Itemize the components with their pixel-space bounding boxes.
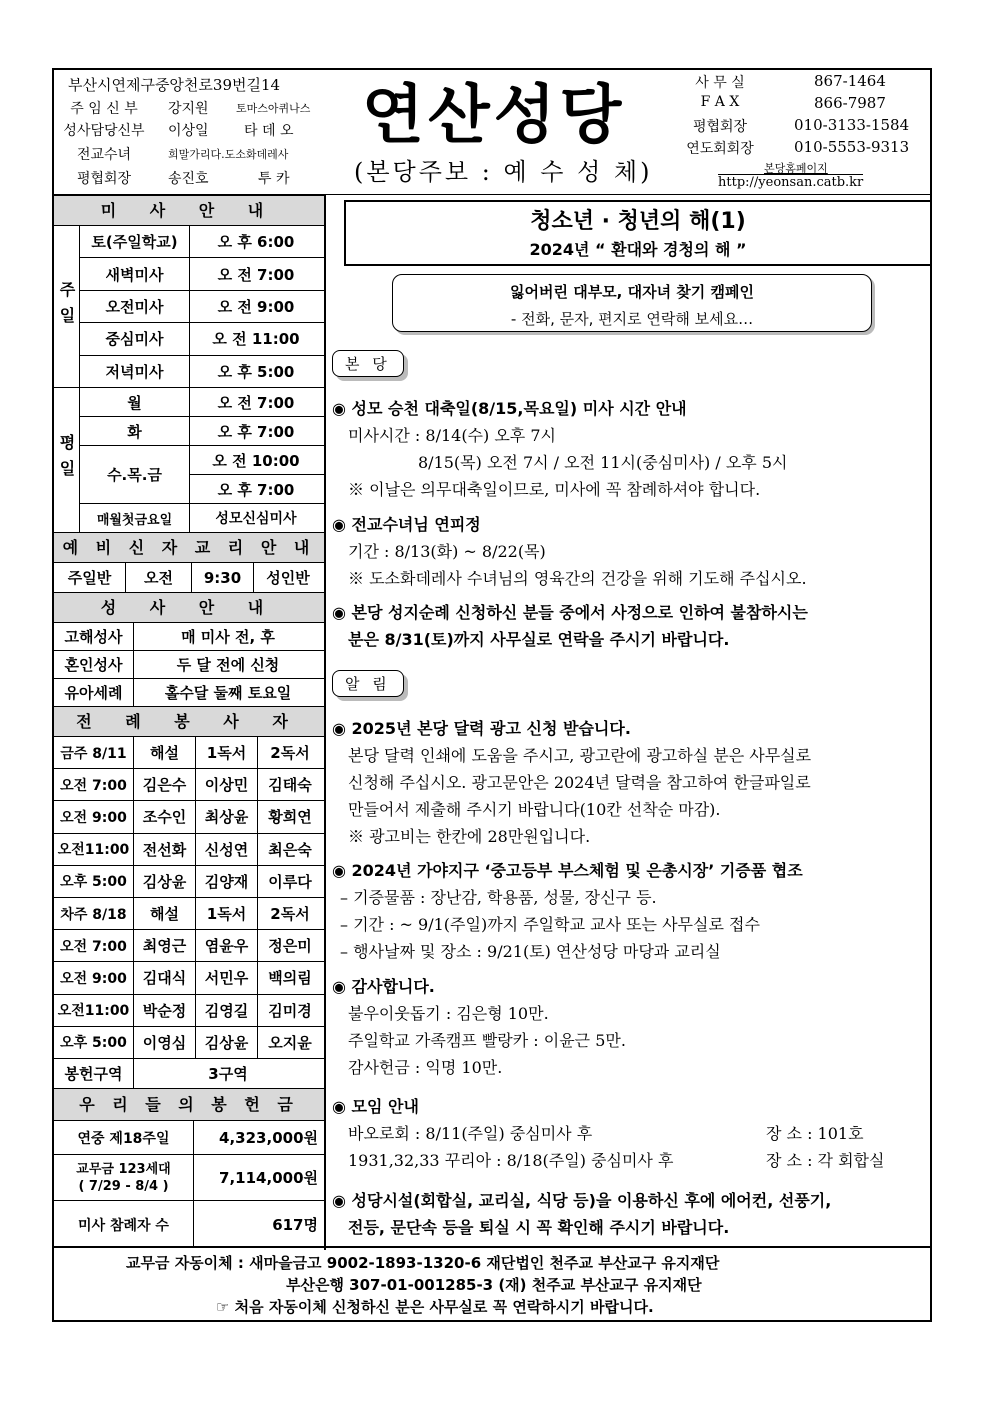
- sacrament-title: 성 사 안 내: [54, 593, 324, 623]
- server-cell: 금주 8/11: [54, 737, 134, 768]
- staff-role: 주 임 신 부: [70, 101, 138, 117]
- notice-line: – 기간 : ~ 9/1(주일)까지 주일학교 교사 또는 사무실로 접수: [340, 915, 760, 934]
- server-cell: 해설: [134, 898, 196, 929]
- staff-role: 평협회장: [76, 171, 132, 187]
- footer: [54, 1246, 930, 1248]
- catechumen-row: [54, 563, 324, 593]
- catechumen-cell: 주일반: [54, 563, 126, 592]
- server-row: [54, 995, 324, 1027]
- staff-baptism: 토마스아퀴나스: [236, 102, 311, 115]
- sacrament-row: [54, 651, 324, 679]
- mass-row: [80, 226, 324, 258]
- server-cell: 오전11:00: [54, 995, 134, 1026]
- staff-baptism: 타 데 오: [244, 123, 294, 139]
- notice-heading: ◉ 2024년 가야지구 ‘중고등부 부스체험 및 은총시장’ 기증품 협조: [332, 861, 803, 880]
- contact-value: 010-3133-1584: [794, 116, 910, 134]
- sacrament-row: [54, 679, 324, 707]
- homepage-link[interactable]: http://yeonsan.catb.kr: [718, 175, 864, 190]
- notice-line: 전등, 문단속 등을 퇴실 시 꼭 확인해 주시기 바랍니다.: [348, 1218, 730, 1237]
- server-row: [54, 769, 324, 801]
- tag-parish: 본 당: [332, 350, 404, 377]
- notice-line: ※ 도소화데레사 수녀님의 영육간의 건강을 위해 기도해 주십시오.: [348, 569, 807, 588]
- staff-name: 이상일: [168, 123, 209, 139]
- sunday-label: 주일: [54, 226, 80, 388]
- server-cell: 백의림: [268, 969, 312, 988]
- server-cell: 오후 5:00: [54, 1027, 134, 1058]
- notice-line: 8/15(목) 오전 7시 / 오전 11시(중심미사) / 오후 5시: [418, 453, 788, 472]
- banner-title: 청소년 · 청년의 해(1): [530, 209, 746, 234]
- notice-line: 기간 : 8/13(화) ~ 8/22(목): [348, 542, 546, 561]
- footer-line-3: ☞ 처음 자동이체 신청하신 분은 사무실로 꼭 연락하시기 바랍니다.: [216, 1298, 654, 1316]
- mass-section-title: 미 사 안 내: [54, 196, 324, 226]
- mass-time: 오 후 7:00: [217, 480, 295, 499]
- server-cell: 서민우: [196, 962, 258, 993]
- mass-row: [80, 417, 324, 446]
- notice-place: 장 소 : 각 회합실: [766, 1151, 885, 1170]
- server-cell: 이상민: [196, 769, 258, 800]
- contact-label: F A X: [700, 94, 740, 110]
- mass-time: 성모신심미사: [215, 511, 297, 527]
- offering-label: 연중 제18주일: [54, 1121, 194, 1154]
- notice-line: ※ 이날은 의무대축일이므로, 미사에 꼭 참례하셔야 합니다.: [348, 480, 761, 499]
- sidebar: [54, 194, 326, 1250]
- mass-row: [80, 446, 324, 484]
- staff-name: 희말가리다.도소화데레사: [168, 148, 289, 161]
- contact-label: 사 무 실: [695, 75, 745, 91]
- mass-row: [80, 291, 324, 323]
- contact-label: 연도회회장: [686, 141, 754, 157]
- contact-value: 010-5553-9313: [794, 138, 910, 156]
- server-cell: 차주 8/18: [54, 898, 134, 929]
- mass-name: 오전미사: [80, 291, 190, 322]
- campaign-title: 잃어버린 대부모, 대자녀 찾기 캠페인: [510, 283, 754, 301]
- sacrament-name: 혼인성사: [54, 651, 134, 678]
- mass-name: 매월첫금요일: [80, 504, 190, 532]
- mass-name: 중심미사: [80, 323, 190, 354]
- notice-line: 본당 달력 인쇄에 도움을 주시고, 광고란에 광고하실 분은 사무실로: [348, 746, 812, 765]
- server-cell: 2독서: [270, 905, 310, 924]
- notice-line: 불우이웃돕기 : 김은형 10만.: [348, 1004, 549, 1023]
- server-row: [54, 737, 324, 769]
- server-cell: 1독서: [196, 737, 258, 768]
- mass-name: 새벽미사: [80, 258, 190, 289]
- mass-name: 수.목.금: [80, 446, 190, 504]
- tag-notice: 알 림: [332, 670, 404, 697]
- notice-heading: ◉ 전교수녀님 연피정: [332, 515, 481, 534]
- mass-name: 토(주일학교): [80, 226, 190, 257]
- staff-role: 성사담당신부: [63, 123, 145, 139]
- offering-value: 4,323,000원: [219, 1129, 318, 1147]
- server-cell: 오후 5:00: [54, 866, 134, 897]
- offering-value: 7,114,000원: [219, 1169, 318, 1187]
- notice-line: 만들어서 제출해 주시기 바랍니다(10칸 선착순 마감).: [348, 800, 721, 819]
- server-cell: 김영길: [196, 995, 258, 1026]
- notice-heading: ◉ 2025년 본당 달력 광고 신청 받습니다.: [332, 719, 631, 738]
- server-cell: 정은미: [268, 937, 312, 956]
- staff-name: 송진호: [168, 171, 209, 187]
- header-divider: [324, 194, 932, 195]
- mass-time: 오 전 7:00: [217, 393, 295, 412]
- server-cell: 이루다: [268, 872, 312, 891]
- notice-heading: ◉ 감사합니다.: [332, 977, 435, 996]
- server-cell: 전선화: [134, 834, 196, 865]
- mass-row: [80, 356, 324, 388]
- mass-time: 오 후 5:00: [217, 362, 295, 381]
- server-cell: 박순정: [134, 995, 196, 1026]
- catechumen-title: 예 비 신 자 교 리 안 내: [54, 533, 324, 563]
- notice-line: 감사헌금 : 익명 10만.: [348, 1058, 503, 1077]
- weekday-label: 평일: [54, 388, 80, 533]
- theme-banner: [344, 200, 932, 266]
- address: 부산시연제구중앙천로39번길14: [68, 76, 281, 94]
- offering-value: 617명: [272, 1216, 318, 1234]
- server-cell: 오전 9:00: [54, 962, 134, 993]
- sacrament-name: 고해성사: [54, 623, 134, 650]
- notice-line: 주일학교 가족캠프 빨랑카 : 이윤근 5만.: [348, 1031, 626, 1050]
- mass-row: [80, 504, 324, 533]
- staff-baptism: 투 카: [258, 171, 290, 187]
- server-cell: 이영심: [134, 1027, 196, 1058]
- server-cell: 오전 7:00: [54, 930, 134, 961]
- server-cell: 김양재: [196, 866, 258, 897]
- servers-title: 전 례 봉 사 자: [54, 707, 324, 737]
- server-cell: 신성연: [196, 834, 258, 865]
- catechumen-cell: 성인반: [266, 569, 310, 587]
- mass-row: [80, 258, 324, 290]
- server-cell: 김대식: [134, 962, 196, 993]
- server-cell: 김상윤: [134, 866, 196, 897]
- homepage-label: 본당홈페이지: [764, 162, 828, 175]
- server-cell: 오전11:00: [54, 834, 134, 865]
- catechumen-cell: 오전: [126, 563, 192, 592]
- notice-line: 신청해 주십시오. 광고문안은 2024년 달력을 참고하여 한글파일로: [348, 773, 811, 792]
- footer-line-1: 교무금 자동이체 : 새마을금고 9002-1893-1320-6 재단법인 천주교 부산교구 유지재단: [126, 1254, 720, 1272]
- server-cell: 2독서: [270, 744, 310, 763]
- campaign-subtitle: - 전화, 문자, 편지로 연락해 보세요…: [510, 310, 754, 328]
- sacrament-desc: 두 달 전에 신청: [176, 656, 280, 674]
- offering-row: [54, 1121, 324, 1155]
- notice-line: 분은 8/31(토)까지 사무실로 연락을 주시기 바랍니다.: [348, 630, 730, 649]
- notice-heading: ◉ 성모 승천 대축일(8/15,목요일) 미사 시간 안내: [332, 399, 687, 418]
- server-cell: 김은수: [134, 769, 196, 800]
- offering-row: [54, 1201, 324, 1248]
- offering-label: 교무금 123세대 ( 7/29 - 8/4 ): [54, 1155, 194, 1200]
- staff-name: 강지원: [168, 101, 209, 117]
- sacrament-desc: 매 미사 전, 후: [181, 628, 275, 646]
- offering-title: 우 리 들 의 봉 헌 금: [54, 1089, 324, 1121]
- offering-label: 미사 참례자 수: [54, 1201, 194, 1248]
- mass-time: 오 전 7:00: [217, 265, 295, 284]
- server-cell: 오전 7:00: [54, 769, 134, 800]
- catechumen-cell: 9:30: [192, 563, 254, 592]
- server-row: [54, 962, 324, 994]
- sacrament-row: [54, 623, 324, 651]
- mass-row: [80, 323, 324, 355]
- server-cell: 조수인: [134, 801, 196, 832]
- contact-value: 867-1464: [814, 72, 886, 90]
- server-row: [54, 898, 324, 930]
- mass-time: 오 후 7:00: [217, 422, 295, 441]
- server-cell: 1독서: [196, 898, 258, 929]
- mass-name: 저녁미사: [80, 356, 190, 387]
- sacrament-name: 유아세례: [54, 679, 134, 706]
- notice-heading: ◉ 본당 성지순례 신청하신 분들 중에서 사정으로 인하여 불참하시는: [332, 603, 808, 622]
- server-row: [54, 1027, 324, 1059]
- notice-line: 바오로회 : 8/11(주일) 중심미사 후: [348, 1124, 593, 1143]
- mass-time: 오 전 11:00: [212, 330, 300, 349]
- page-title: 연산성당: [362, 79, 626, 153]
- server-row: [54, 930, 324, 962]
- server-cell: 최상윤: [196, 801, 258, 832]
- flower-label: 봉헌구역: [54, 1059, 134, 1088]
- sacrament-desc: 홀수달 둘째 토요일: [164, 684, 292, 702]
- notice-line: – 행사날짜 및 장소 : 9/21(토) 연산성당 마당과 교리실: [340, 942, 721, 961]
- notice-line: – 기증물품 : 장난감, 학용품, 성물, 장신구 등.: [340, 888, 657, 907]
- banner-subtitle: 2024년 “ 환대와 경청의 해 ”: [529, 240, 747, 259]
- contact-label: 평협회장: [692, 119, 748, 135]
- mass-time: 오 전 10:00: [212, 451, 300, 470]
- server-row: [54, 834, 324, 866]
- mass-name: 월: [80, 388, 190, 416]
- contact-value: 866-7987: [814, 94, 886, 112]
- server-cell: 염윤우: [196, 930, 258, 961]
- server-cell: 해설: [134, 737, 196, 768]
- campaign-box: [392, 274, 872, 332]
- notice-line: 미사시간 : 8/14(수) 오후 7시: [348, 426, 556, 445]
- server-row: [54, 801, 324, 833]
- server-cell: 오전 9:00: [54, 801, 134, 832]
- server-row: [54, 866, 324, 898]
- flower-value: 3구역: [208, 1065, 248, 1083]
- offering-row: [54, 1155, 324, 1201]
- notice-heading: ◉ 모임 안내: [332, 1097, 419, 1116]
- flower-row: [54, 1059, 324, 1089]
- mass-name: 화: [80, 417, 190, 445]
- notice-line: ※ 광고비는 한칸에 28만원입니다.: [348, 827, 591, 846]
- staff-role: 전교수녀: [76, 147, 132, 163]
- server-cell: 김상윤: [196, 1027, 258, 1058]
- mass-row: [80, 388, 324, 417]
- notice-place: 장 소 : 101호: [766, 1124, 864, 1143]
- footer-line-2: 부산은행 307-01-001285-3 (재) 천주교 부산교구 유지재단: [286, 1276, 702, 1294]
- mass-time: 오 후 6:00: [217, 233, 295, 252]
- bulletin-frame: [52, 68, 932, 1322]
- server-cell: 최영근: [134, 930, 196, 961]
- server-cell: 최은숙: [268, 840, 312, 859]
- server-cell: 황희연: [268, 808, 312, 827]
- notice-line: 1931,32,33 꾸리아 : 8/18(주일) 중심미사 후: [348, 1151, 674, 1170]
- notice-heading: ◉ 성당시설(회합실, 교리실, 식당 등)을 이용하신 후에 에어컨, 선풍기,: [332, 1191, 832, 1210]
- server-cell: 김태숙: [268, 776, 312, 795]
- server-cell: 오지윤: [268, 1033, 312, 1052]
- server-cell: 김미경: [268, 1001, 312, 1020]
- page-subtitle: (본당주보 : 예 수 성 체): [354, 158, 653, 186]
- mass-time: 오 전 9:00: [217, 297, 295, 316]
